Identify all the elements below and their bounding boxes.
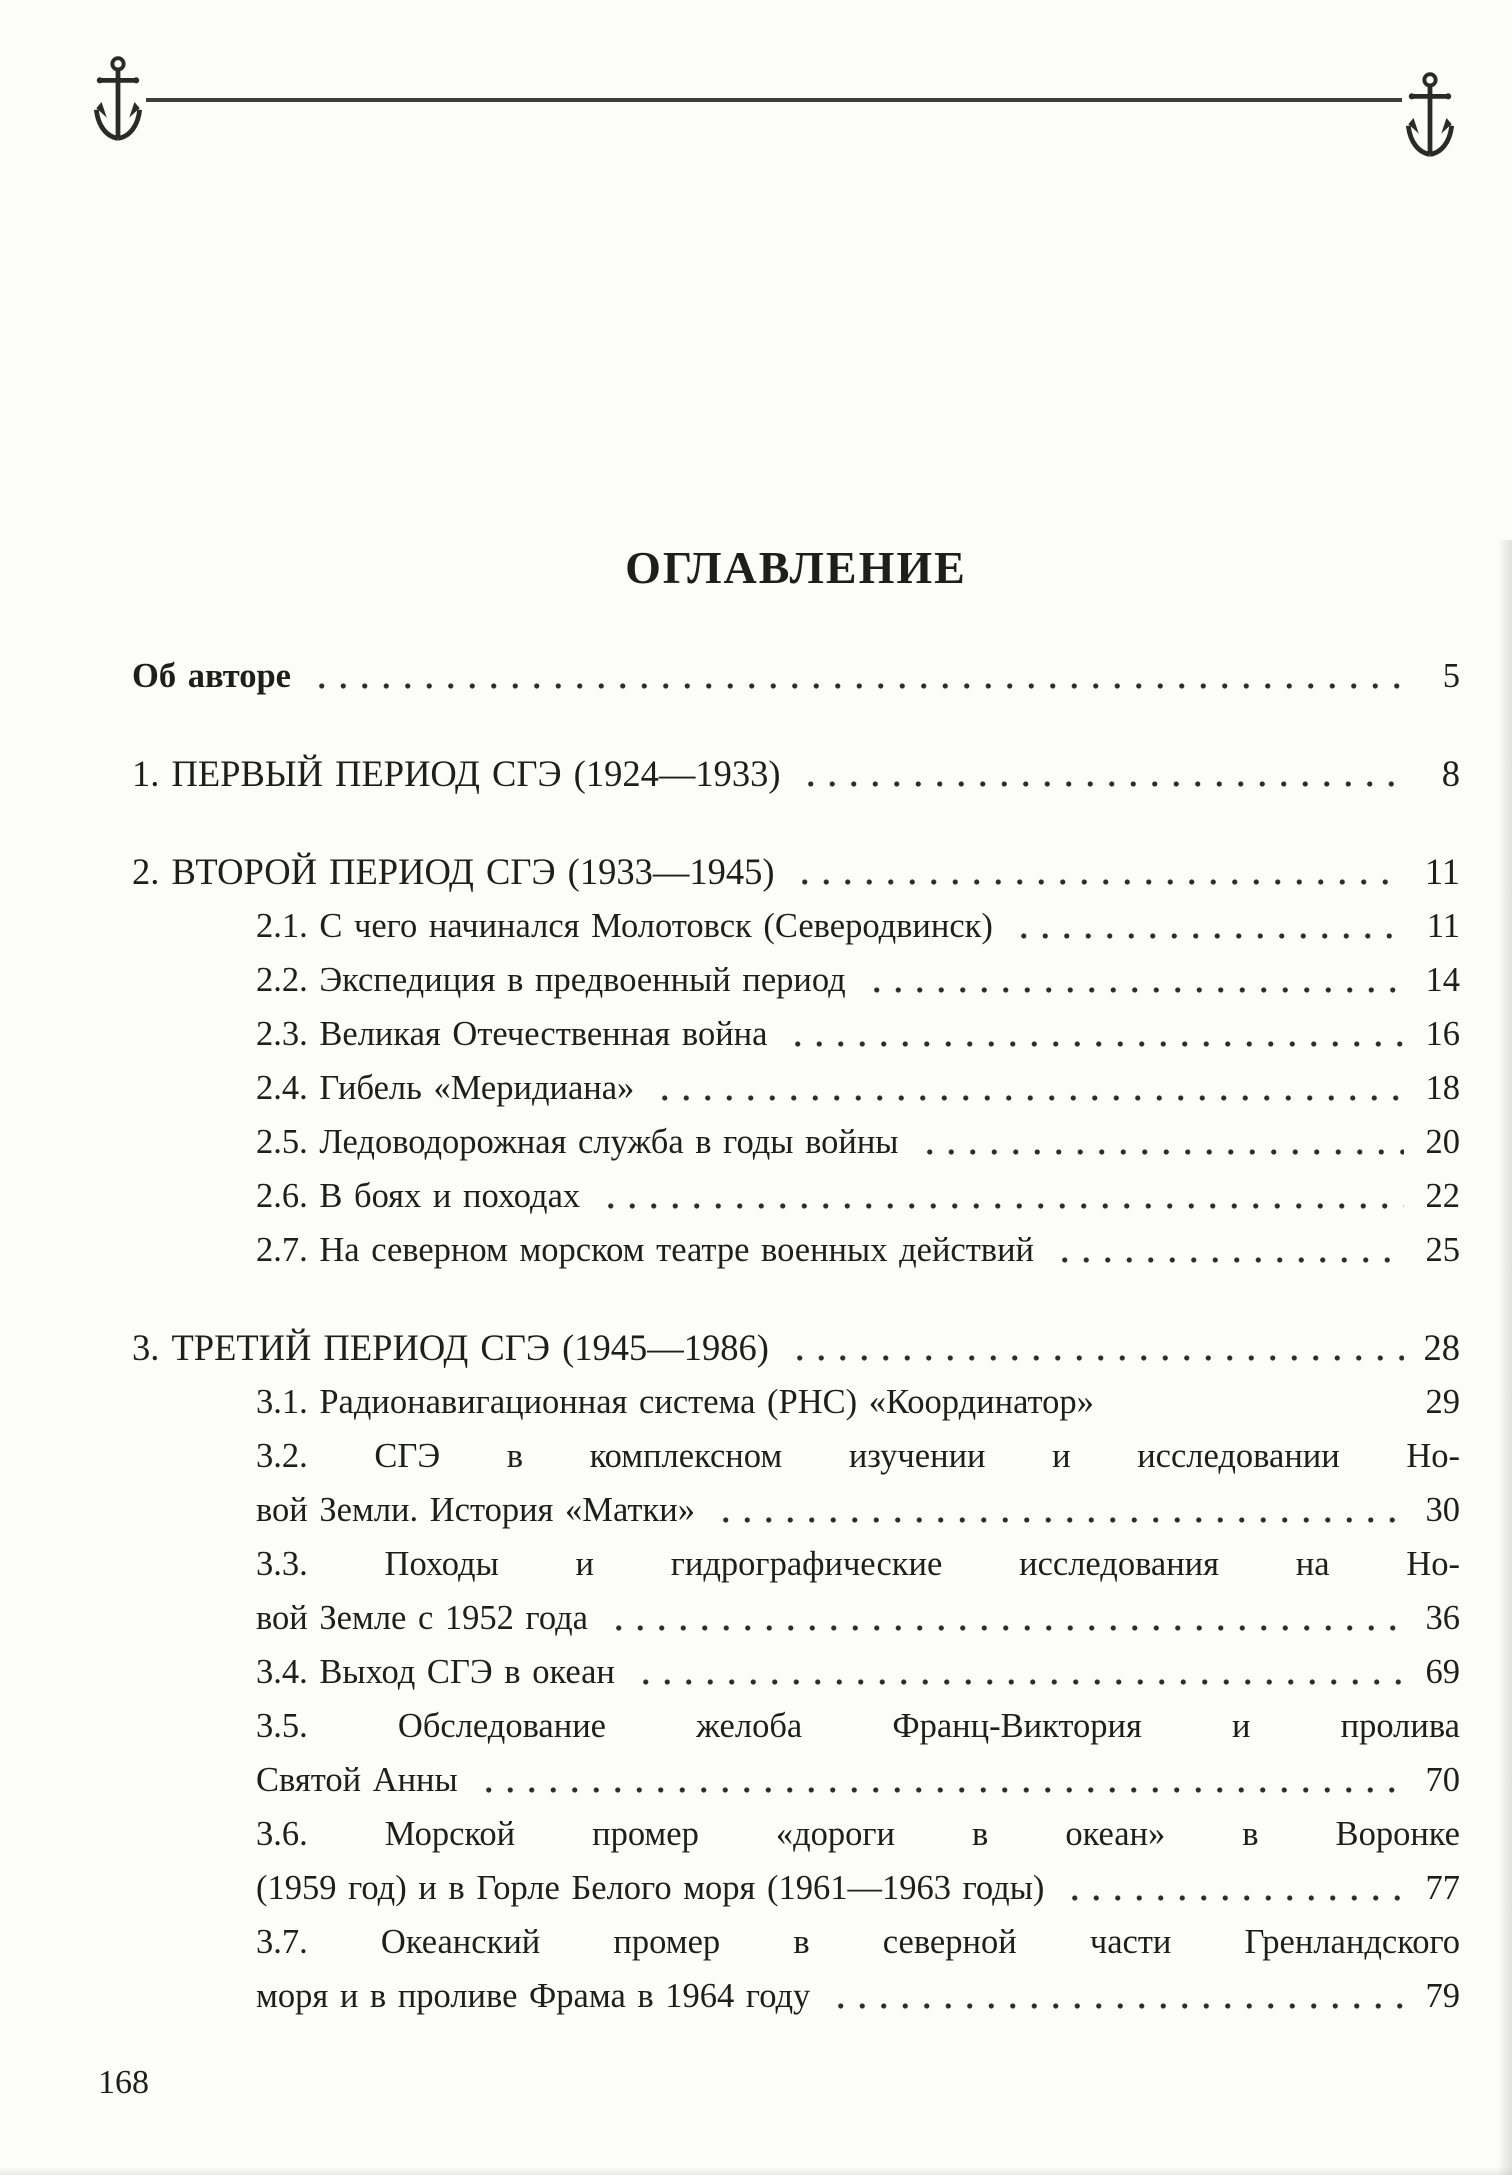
toc-entry-text: 3.4. Выход СГЭ в океан [256,1653,615,1691]
toc-entry: 3.6. Морской промер «дороги в океан» в Воронке [256,1815,1460,1853]
toc-entry [132,1375,1460,1429]
toc-entry-text: 2.1. С чего начинался Молотовск (Северодвинск) [256,907,993,945]
page-title: ОГЛАВЛЕНИЕ [625,542,967,593]
toc-entry [132,1591,1460,1645]
toc-entry: 3.2. СГЭ в комплексном изучении и исследовании Но- [256,1437,1460,1475]
toc-entry-text: 2.4. Гибель «Меридиана» [256,1069,635,1107]
toc-entry-text: 3. ТРЕТИЙ ПЕРИОД СГЭ (1945—1986) [132,1327,769,1368]
toc-page-number: 29 [1425,1383,1460,1421]
toc-leader-dots [783,1007,1404,1061]
anchor-icon-right [1404,68,1456,168]
toc-entry: 3.3. Походы и гидрографические исследования на Но- [256,1545,1460,1583]
toc-entry-text: 2.3. Великая Отечественная война [256,1015,768,1053]
toc-page-number: 77 [1425,1869,1460,1907]
toc-leader-dots [826,1969,1404,2023]
toc-entry [132,1969,1460,2023]
page-number-folio: 168 [98,2064,149,2101]
toc-entry [132,1321,1460,1375]
toc-leader-dots [796,747,1404,801]
toc-page-number: 8 [1441,753,1460,794]
toc-entry [132,1169,1460,1223]
toc-leader-dots [790,845,1404,899]
toc-page-number: 28 [1423,1327,1460,1368]
toc-entry: 3.5. Обследование желоба Франц-Виктория и пролива [256,1707,1460,1745]
toc-page-number: 11 [1424,851,1460,892]
toc-leader-dots [1009,899,1404,953]
content-column [0,540,1512,2103]
toc-page-number: 11 [1426,907,1460,945]
toc-page-number: 25 [1425,1231,1460,1269]
toc-leader-dots [1050,1223,1404,1277]
anchor-icon-left [92,52,144,152]
toc-leader-dots [650,1061,1404,1115]
toc-page-number: 18 [1425,1069,1460,1107]
toc-leader-dots [474,1753,1404,1807]
toc-page-number: 5 [1442,657,1460,695]
toc-entry [132,845,1460,899]
toc-page-number: 14 [1425,961,1460,999]
toc-page-number: 22 [1425,1177,1460,1215]
toc-leader-dots [711,1483,1404,1537]
toc-page-number: 69 [1425,1653,1460,1691]
toc-entry [132,1115,1460,1169]
toc-entry [132,899,1460,953]
toc-page-number: 30 [1425,1491,1460,1529]
toc-entry-text: моря и в проливе Фрама в 1964 году [256,1977,811,2015]
toc-entry [132,1753,1460,1807]
header-ornament [0,0,1512,152]
toc-entry [132,1223,1460,1277]
toc-leader-dots [785,1321,1404,1375]
toc-page-number: 79 [1425,1977,1460,2015]
toc-page-number: 36 [1425,1599,1460,1637]
toc-list [132,649,1460,2023]
toc-entry-text: 2.2. Экспедиция в предвоенный период [256,961,846,999]
toc-entry: 3.7. Океанский промер в северной части Гренландского [256,1923,1460,1961]
toc-leader-dots [1060,1861,1404,1915]
toc-leader-dots [596,1169,1404,1223]
toc-page-number: 20 [1425,1123,1460,1161]
toc-entry [132,1483,1460,1537]
toc-leader-dots [604,1591,1404,1645]
toc-leader-dots [307,649,1404,703]
toc-leader-dots [915,1115,1405,1169]
toc-page-number: 16 [1425,1015,1460,1053]
toc-entry-text: Святой Анны [256,1761,458,1799]
toc-leader-dots [862,953,1404,1007]
toc-entry-text: 3.1. Радионавигационная система (РНС) «Координатор» [256,1383,1094,1421]
toc-leader-space [1110,1375,1404,1429]
toc-entry [132,1007,1460,1061]
toc-page-number: 70 [1425,1761,1460,1799]
toc-entry [132,1861,1460,1915]
toc-entry-text: 2. ВТОРОЙ ПЕРИОД СГЭ (1933—1945) [132,851,775,892]
toc-entry [132,747,1460,801]
toc-entry-text: вой Земли. История «Матки» [256,1491,695,1529]
toc-entry [132,1645,1460,1699]
toc-entry-text: 2.5. Ледоводорожная служба в годы войны [256,1123,899,1161]
toc-entry [132,649,1460,703]
toc-entry-text: 2.6. В боях и походах [256,1177,581,1215]
toc-entry [132,1061,1460,1115]
toc-entry-text: 2.7. На северном морском театре военных действий [256,1231,1035,1269]
toc-leader-dots [631,1645,1404,1699]
toc-entry-text: Об авторе [132,657,291,695]
ornament-rule [146,98,1402,102]
toc-entry-text: 1. ПЕРВЫЙ ПЕРИОД СГЭ (1924—1933) [132,753,781,794]
toc-entry [132,953,1460,1007]
toc-entry-text: вой Земле с 1952 года [256,1599,588,1637]
toc-entry-text: (1959 год) и в Горле Белого моря (1961—1963 годы) [256,1869,1045,1907]
